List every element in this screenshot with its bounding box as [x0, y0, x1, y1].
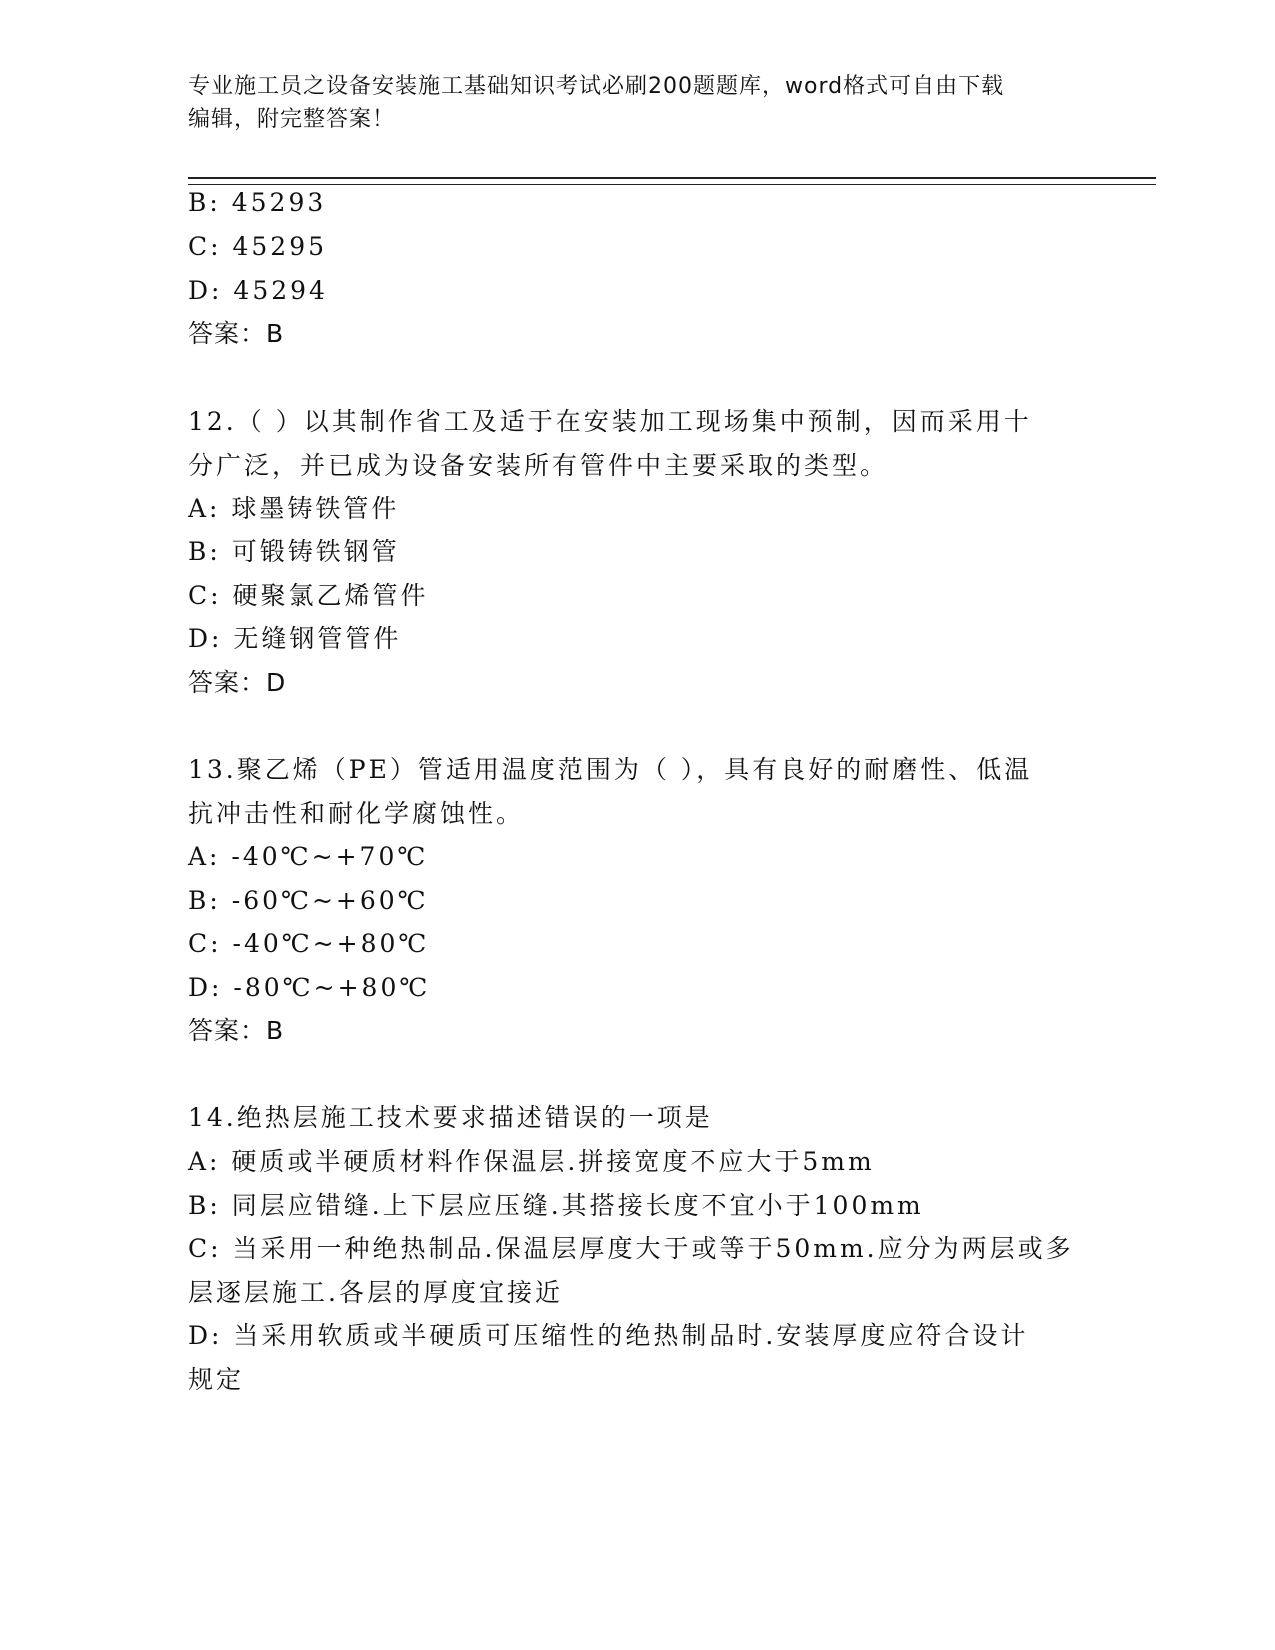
header-divider-thin: [188, 184, 1156, 185]
option-b: B: -60℃~+60℃: [188, 886, 429, 915]
question-stem-line-1: 13.聚乙烯（PE）管适用温度范围为（ ），具有良好的耐磨性、低温: [188, 755, 1033, 784]
option-c: C: 当采用一种绝热制品.保温层厚度大于或等于50mm.应分为两层或多: [188, 1234, 1074, 1263]
option-b: B: 同层应错缝.上下层应压缝.其搭接长度不宜小于100mm: [188, 1191, 924, 1220]
header-divider-thick: [188, 177, 1156, 179]
option-c: C: 硬聚氯乙烯管件: [188, 581, 429, 610]
option-c: C: 45295: [188, 232, 328, 261]
option-d-continuation: 规定: [188, 1365, 245, 1394]
option-c: C: -40℃~+80℃: [188, 929, 430, 958]
question-stem-line-1: 12.（ ）以其制作省工及适于在安装加工现场集中预制，因而采用十: [188, 407, 1032, 436]
option-d: D: -80℃~+80℃: [188, 973, 431, 1002]
option-b: B: 可锻铸铁钢管: [188, 537, 400, 566]
option-b: B: 45293: [188, 188, 327, 217]
question-stem-line-2: 分广泛，并已成为设备安装所有管件中主要采取的类型。: [188, 451, 889, 480]
option-d: D: 当采用软质或半硬质可压缩性的绝热制品时.安装厚度应符合设计: [188, 1321, 1029, 1350]
option-c-continuation: 层逐层施工.各层的厚度宜接近: [188, 1278, 563, 1307]
option-a: A: 球墨铸铁管件: [188, 494, 400, 523]
question-stem-line-2: 抗冲击性和耐化学腐蚀性。: [188, 799, 525, 828]
header-title-line-1: 专业施工员之设备安装施工基础知识考试必刷200题题库，word格式可自由下载: [188, 74, 1005, 99]
option-a: A: -40℃~+70℃: [188, 842, 429, 871]
option-d: D: 45294: [188, 276, 328, 305]
answer-line: 答案：D: [188, 668, 287, 697]
option-d: D: 无缝钢管管件: [188, 624, 402, 653]
option-a: A: 硬质或半硬质材料作保温层.拼接宽度不应大于5mm: [188, 1147, 875, 1176]
answer-line: 答案：B: [188, 1016, 285, 1045]
document-header: [188, 70, 1088, 136]
question-stem-line-1: 14.绝热层施工技术要求描述错误的一项是: [188, 1103, 713, 1132]
answer-line: 答案：B: [188, 319, 285, 348]
header-title-line-2: 编辑，附完整答案！: [188, 107, 396, 132]
